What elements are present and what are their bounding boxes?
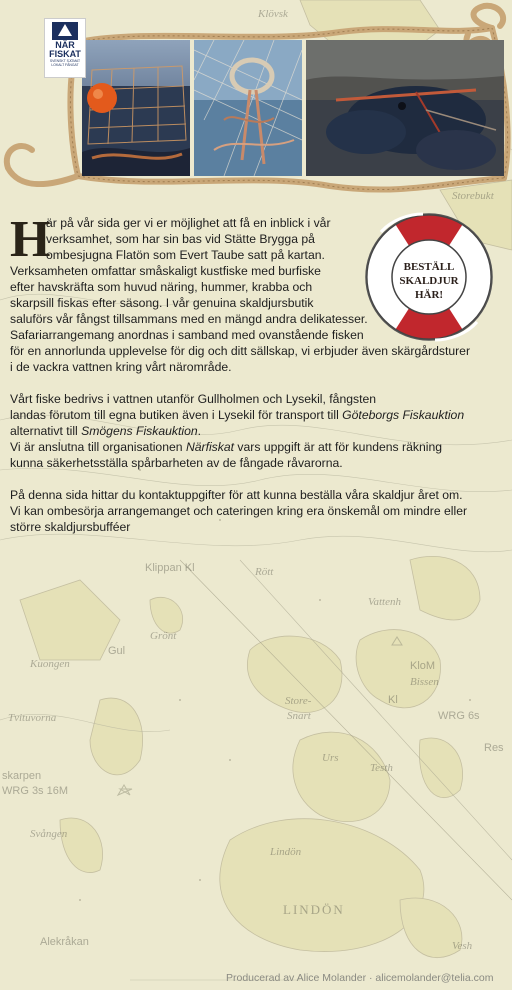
map-label-bissen: Bissen [410,676,439,688]
fishing-line [10,439,505,455]
intro-paragraph [10,211,505,375]
map-label-gront: Grönt [150,630,177,642]
intro-line: för en annorlunda upplevelse för dig och ditt sällskap, vi erbjuder även skärgårdsturer [10,344,471,358]
fishing-line [10,423,505,439]
map-label-kuongen: Kuongen [30,658,70,670]
intro-line: Safariarrangemang anordnas i samband med ovanstående fisken [10,328,364,342]
contact-line: På denna sida hittar du kontaktuppgifter för att kunna beställa våra skaldjur året om. [10,488,463,502]
map-label-vattenh: Vattenh [368,596,401,608]
map-label-urs: Urs [322,752,339,764]
goteborgs-fiskauktion-link[interactable]: Göteborgs Fiskauktion [342,408,465,422]
map-label-alekrakan: Alekråkan [40,936,89,948]
dropcap: H [10,211,51,268]
intro-line: efter havskräfta som huvud näring, hummer, krabba och [10,280,313,294]
fishing-line: Vårt fiske bedrivs i vattnen utanför Gullholmen och Lysekil, fångsten [10,392,377,406]
intro-line: i de vackra vattnen kring vårt närområde. [10,360,232,374]
fishing-line [10,407,505,423]
fishing-text: vars uppgift är att för kundens räkning [234,440,443,454]
narfiskat-logo-mark [52,22,78,40]
map-label-kl: Kl [388,694,398,706]
contact-paragraph [10,487,505,535]
map-label-wrg3s: WRG 3s 16M [2,785,69,797]
intro-line: skarpsill fiskas efter säsong. I vår genuina skaldjursbutik [10,296,314,310]
narfiskat-logo[interactable] [44,18,86,78]
intro-line: ombesjugna Flatön som Evert Taube satt på kartan. [46,248,325,262]
map-label-store: Store- [285,695,312,707]
main-content [10,211,505,535]
contact-line: Vi kan ombesörja arrangemanget och cateringen kring era önskemål om mindre eller [10,504,468,518]
map-label-storebukt: Storebukt [452,190,494,202]
intro-line: Verksamheten omfattar småskaligt kustfiske med burfiske [10,264,321,278]
fishing-text: . [197,424,202,438]
fishing-text: alternativt till [10,424,82,438]
intro-line: saluförs vår fångst tillsammans med en mängd andra delikatesser. [10,312,368,326]
map-label-skarpen: skarpen [2,770,42,782]
map-label-vesh: Vesh [452,940,473,952]
map-label-svangen: Svången [30,828,68,840]
photo-lobster [306,40,504,176]
fishing-text: landas förutom till egna butiken även i Lysekil för transport till [10,408,343,422]
map-label-klippan: Klippan Kl [145,562,195,574]
buoy-text-line3: HÄR! [414,289,444,301]
contact-line: större skaldjursbufféer [10,520,131,534]
map-label-klom: KlоМ [410,660,436,672]
header-photos [82,40,504,176]
map-label-testh: Testh [370,762,393,774]
intro-line: verksamhet, som har sin bas vid Stätte Brygga på [46,232,315,246]
map-label-lindon: LINDÖN [283,902,345,917]
intro-line: är på vår sida ger vi er möjlighet att få en inblick i vår [46,216,331,230]
map-label-tvituvorna: Tvituvorna [8,712,57,724]
fishing-text: Vi är anslutna till organisationen [10,440,186,454]
smogens-fiskauktion-link[interactable]: Smögens Fiskauktion [81,424,198,438]
map-label-lindon-small: Lindön [270,846,302,858]
narfiskat-logo-tagline: SVENSKT SJÖMAT LOKALT FÅNGAT [49,59,81,67]
map-label-gul: Gul [108,645,126,657]
fishing-paragraph [10,391,505,471]
narfiskat-logo-name: NÄR FISKAT [49,40,81,59]
fishing-line: kunna säkerhetsställa spårbarheten av de fångade råvarorna. [10,456,343,470]
credit-footer[interactable]: Producerad av Alice Molander · alicemolander@telia.com [226,972,494,984]
map-label-klovsk: Klövsk [258,8,288,20]
narfiskat-link[interactable]: Närfiskat [185,440,235,454]
buoy-text-line2: SKALDJUR [399,275,459,287]
photo-creel-pots [82,40,190,176]
photo-fishing-net [194,40,302,176]
buoy-text-line1: BESTÄLL [403,261,455,273]
map-label-res: Res [484,742,504,754]
map-label-rott: Rött [255,566,274,578]
map-label-snart: Snart [287,710,311,722]
map-label-wrg6s: WRG 6s [438,710,480,722]
